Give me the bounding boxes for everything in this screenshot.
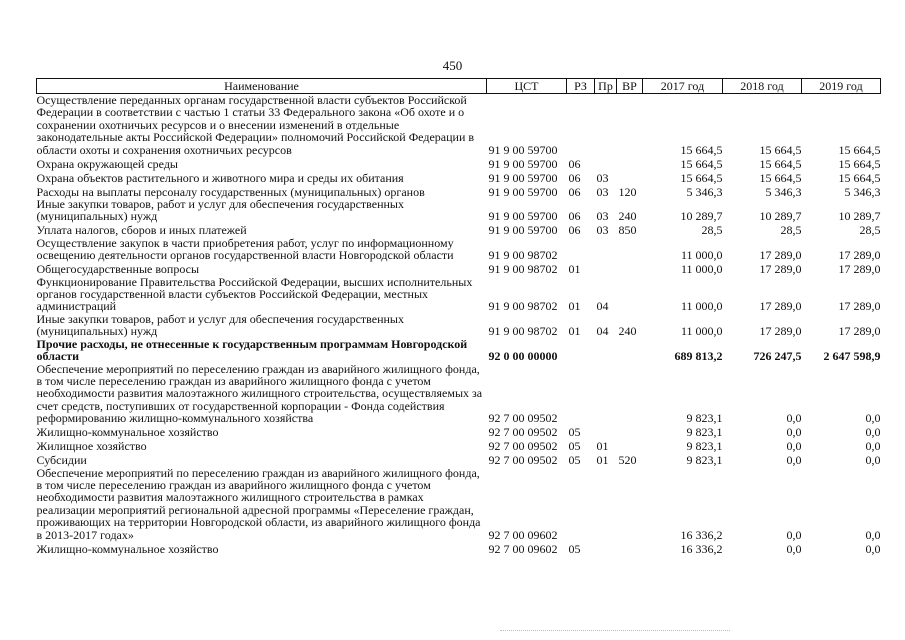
row-vr	[617, 237, 643, 262]
row-cst: 91 9 00 59700	[488, 209, 558, 224]
row-rz: 06	[568, 156, 581, 171]
row-pr	[595, 425, 617, 439]
row-rz: 05	[568, 541, 581, 556]
row-value-2017: 689 813,2	[674, 349, 723, 364]
row-value-2017: 9 823,1	[686, 425, 723, 440]
row-name: Охрана окружающей среды	[36, 156, 178, 171]
row-value-2019: 17 289,0	[838, 324, 881, 339]
row-vr: 240	[618, 324, 637, 339]
table-row	[37, 425, 881, 439]
row-vr: 240	[618, 209, 637, 224]
row-name: Уплата налогов, сборов и иных платежей	[36, 223, 247, 238]
row-name: Жилищное хозяйство	[36, 439, 147, 454]
column-header-vr: ВР	[617, 79, 643, 94]
row-value-2019: 0,0	[865, 425, 881, 440]
row-rz	[567, 467, 595, 541]
row-value-2018: 0,0	[786, 527, 802, 542]
row-cst: 91 9 00 59700	[488, 142, 558, 157]
row-rz	[567, 338, 595, 363]
row-rz: 01	[568, 324, 581, 339]
row-cst: 92 7 00 09602	[488, 541, 558, 556]
row-pr: 03	[596, 184, 609, 199]
row-cst: 91 9 00 98702	[488, 248, 558, 263]
row-name: Охрана объектов растительного и животного мира и среды их обитания	[36, 170, 404, 185]
column-header-pr: Пр	[595, 79, 617, 94]
table-row	[37, 363, 881, 425]
row-value-2019: 28,5	[859, 223, 881, 238]
table-row	[37, 170, 881, 184]
row-cst: 92 7 00 09502	[488, 439, 558, 454]
row-value-2017: 15 664,5	[680, 170, 723, 185]
row-cst: 91 9 00 98702	[488, 299, 558, 314]
row-value-2017: 16 336,2	[680, 541, 723, 556]
row-vr	[617, 467, 643, 541]
row-value-2019: 17 289,0	[838, 299, 881, 314]
row-value-2017: 10 289,7	[680, 209, 723, 224]
row-value-2017: 9 823,1	[686, 453, 723, 468]
table-row	[37, 237, 881, 262]
row-name: Иные закупки товаров, работ и услуг для обеспечения государственных (муниципальных) нужд	[36, 197, 404, 224]
table-row	[37, 262, 881, 276]
row-pr: 01	[596, 453, 609, 468]
row-value-2019: 2 647 598,9	[823, 349, 881, 364]
row-cst: 91 9 00 59700	[488, 170, 558, 185]
budget-table	[36, 78, 881, 555]
row-name: Иные закупки товаров, работ и услуг для обеспечения государственных (муниципальных) нужд	[36, 311, 404, 339]
row-value-2019: 10 289,7	[838, 209, 881, 224]
row-pr: 03	[596, 170, 609, 185]
row-cst: 92 7 00 09602	[488, 527, 558, 542]
row-value-2019: 0,0	[865, 453, 881, 468]
row-pr: 03	[596, 209, 609, 224]
row-pr	[595, 363, 617, 425]
row-rz: 06	[568, 223, 581, 238]
row-rz: 06	[568, 170, 581, 185]
row-rz	[567, 363, 595, 425]
row-pr	[595, 541, 617, 555]
row-vr	[617, 262, 643, 276]
table-body	[37, 94, 881, 555]
row-cst: 92 7 00 09502	[488, 453, 558, 468]
table-row	[37, 313, 881, 338]
row-value-2017: 9 823,1	[686, 411, 723, 426]
row-value-2017: 5 346,3	[686, 184, 723, 199]
row-vr: 120	[618, 184, 637, 199]
row-vr	[617, 156, 643, 170]
row-value-2018: 17 289,0	[759, 299, 802, 314]
row-cst: 92 7 00 09502	[488, 411, 558, 426]
row-pr: 01	[596, 439, 609, 454]
row-cst: 92 7 00 09502	[488, 425, 558, 440]
row-value-2018: 17 289,0	[759, 262, 802, 277]
row-value-2018: 15 664,5	[759, 170, 802, 185]
row-rz: 06	[568, 184, 581, 199]
row-value-2019: 15 664,5	[838, 142, 881, 157]
row-value-2018: 0,0	[786, 453, 802, 468]
row-value-2019: 15 664,5	[838, 156, 881, 171]
row-value-2018: 726 247,5	[753, 349, 802, 364]
row-value-2017: 11 000,0	[680, 324, 723, 339]
row-pr	[595, 94, 617, 157]
row-value-2018: 0,0	[786, 541, 802, 556]
row-vr	[617, 338, 643, 363]
row-vr	[617, 541, 643, 555]
row-value-2017: 16 336,2	[680, 527, 723, 542]
page-number: 450	[442, 58, 463, 73]
table-row	[37, 156, 881, 170]
table-row	[37, 467, 881, 541]
row-name: Общегосударственные вопросы	[36, 262, 200, 277]
row-cst: 91 9 00 59700	[488, 156, 558, 171]
row-value-2019: 17 289,0	[838, 248, 881, 263]
row-name: Прочие расходы, не отнесенные к государственным программам Новгородской области	[36, 336, 468, 364]
row-rz: 01	[568, 299, 581, 314]
table-row	[37, 276, 881, 313]
row-vr	[617, 94, 643, 157]
row-name: Обеспечение мероприятий по переселению граждан из аварийного жилищного фонда, в том числе переселению граждан из аварийного жилищного фонда с учетом необходимости развития малоэтажного жилищного строительства в рамках реализации мероприятий региональной адресной программы «Переселение граждан, проживающих на территории Новгородской области, из аварийного жилищного фонда в 2013-2017 годах»	[36, 465, 481, 542]
row-cst: 92 0 00 00000	[488, 349, 558, 364]
row-name: Функционирование Правительства Российской Федерации, высших исполнительных органов государственной власти субъектов Российской Федерации, местных администраций	[36, 274, 473, 314]
row-cst: 91 9 00 98702	[488, 324, 558, 339]
row-pr: 03	[596, 223, 609, 238]
row-pr	[595, 156, 617, 170]
row-rz: 05	[568, 453, 581, 468]
row-rz: 05	[568, 439, 581, 454]
row-vr	[617, 363, 643, 425]
table-row	[37, 541, 881, 555]
column-header-2018: 2018 год	[723, 79, 802, 94]
row-pr	[595, 338, 617, 363]
row-cst: 91 9 00 59700	[488, 184, 558, 199]
row-value-2019: 15 664,5	[838, 170, 881, 185]
row-pr	[595, 262, 617, 276]
row-rz	[567, 94, 595, 157]
table-row	[37, 439, 881, 453]
row-value-2017: 11 000,0	[680, 248, 723, 263]
row-pr	[595, 237, 617, 262]
page-footer-fragment	[500, 630, 730, 637]
column-header-2017: 2017 год	[643, 79, 723, 94]
row-cst: 91 9 00 59700	[488, 223, 558, 238]
row-name: Субсидии	[36, 453, 87, 468]
row-vr: 520	[618, 453, 637, 468]
row-vr	[617, 425, 643, 439]
row-value-2019: 0,0	[865, 527, 881, 542]
row-value-2018: 0,0	[786, 439, 802, 454]
table-header-row	[37, 79, 881, 94]
row-name: Жилищно-коммунальное хозяйство	[36, 425, 219, 440]
row-value-2017: 28,5	[701, 223, 723, 238]
row-name: Осуществление закупок в части приобретения работ, услуг по информационному освещению деятельности органов государственной власти Новгородской области	[36, 235, 454, 263]
table-row	[37, 184, 881, 198]
column-header-name: Наименование	[37, 79, 487, 94]
row-vr: 850	[618, 223, 637, 238]
row-value-2018: 28,5	[780, 223, 802, 238]
row-value-2017: 9 823,1	[686, 439, 723, 454]
row-value-2017: 15 664,5	[680, 156, 723, 171]
table-row	[37, 94, 881, 157]
row-value-2017: 11 000,0	[680, 262, 723, 277]
row-value-2017: 15 664,5	[680, 142, 723, 157]
row-name: Осуществление переданных органам государственной власти субъектов Российской Федерации в соответствии с частью 1 статьи 33 Федерального закона «Об охоте и о сохранении охотничьих ресурсов и о внесении изменений в отдельные законодательные акты Российской Федерации» полномочий Российской Федерации в области охоты и сохранения охотничьих ресурсов	[36, 93, 475, 157]
row-vr	[617, 170, 643, 184]
row-rz: 05	[568, 425, 581, 440]
row-value-2019: 0,0	[865, 411, 881, 426]
column-header-2019: 2019 год	[802, 79, 881, 94]
row-vr	[617, 439, 643, 453]
row-value-2019: 5 346,3	[844, 184, 881, 199]
row-name: Жилищно-коммунальное хозяйство	[36, 541, 219, 556]
row-value-2018: 15 664,5	[759, 156, 802, 171]
row-rz: 01	[568, 262, 581, 277]
row-value-2018: 15 664,5	[759, 142, 802, 157]
row-value-2019: 0,0	[865, 541, 881, 556]
table-row	[37, 198, 881, 223]
row-pr	[595, 467, 617, 541]
column-header-cst: ЦСТ	[487, 79, 567, 94]
row-pr: 04	[596, 299, 609, 314]
row-value-2018: 0,0	[786, 425, 802, 440]
table-row	[37, 338, 881, 363]
column-header-rz: РЗ	[567, 79, 595, 94]
table-row	[37, 223, 881, 237]
row-rz: 06	[568, 209, 581, 224]
row-value-2019: 17 289,0	[838, 262, 881, 277]
row-value-2018: 17 289,0	[759, 324, 802, 339]
row-vr	[617, 276, 643, 313]
row-name: Расходы на выплаты персоналу государственных (муниципальных) органов	[36, 184, 425, 199]
table-row	[37, 453, 881, 467]
row-rz	[567, 237, 595, 262]
row-value-2018: 5 346,3	[765, 184, 802, 199]
row-value-2017: 11 000,0	[680, 299, 723, 314]
row-cst: 91 9 00 98702	[488, 262, 558, 277]
row-pr: 04	[596, 324, 609, 339]
row-value-2018: 17 289,0	[759, 248, 802, 263]
row-value-2018: 0,0	[786, 411, 802, 426]
row-name: Обеспечение мероприятий по переселению граждан из аварийного жилищного фонда, в том числе переселению граждан из аварийного жилищного фонда с учетом необходимости развития малоэтажного жилищного строительства, осуществляемых за счет средств, поступивших от государственной корпорации - Фонда содействия реформированию жилищно-коммунального хозяйства	[36, 361, 483, 426]
row-value-2018: 10 289,7	[759, 209, 802, 224]
row-value-2019: 0,0	[865, 439, 881, 454]
